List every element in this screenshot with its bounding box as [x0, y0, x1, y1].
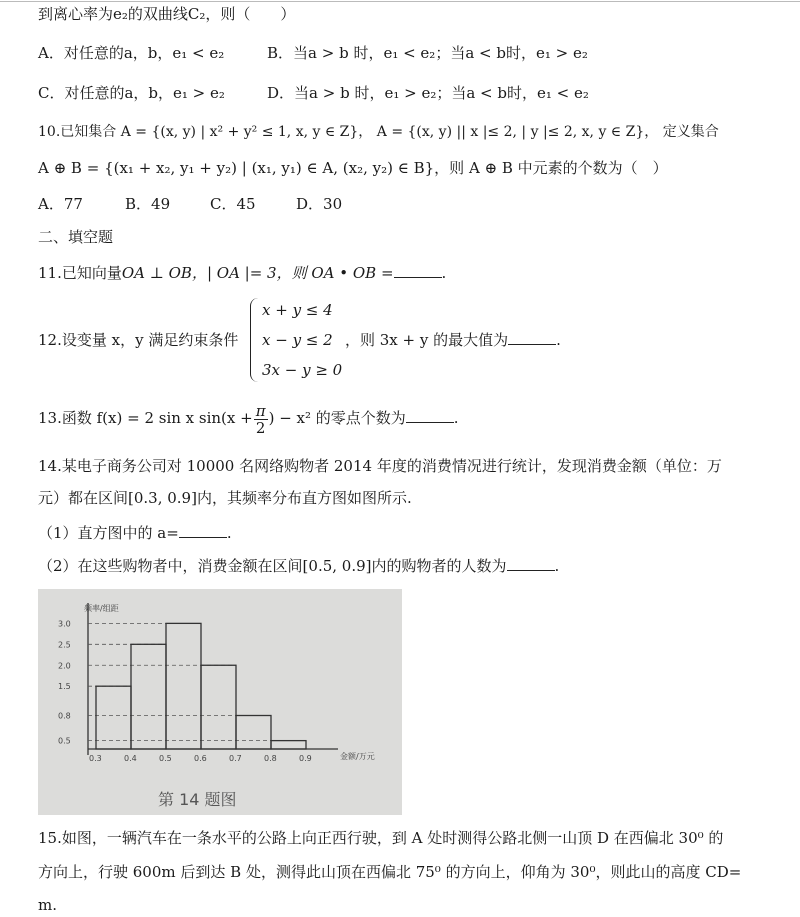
page-top-rule	[0, 1, 800, 2]
q12-tail	[345, 330, 561, 350]
section-heading-fill-in: 二、填空题	[38, 228, 114, 246]
histogram-x-tick-label: 0.4	[124, 754, 137, 763]
histogram-y-tick-label: 1.5	[58, 682, 71, 692]
q13-middle: ) − x² 的零点个数为	[268, 409, 406, 427]
histogram-y-tick-label: 2.5	[58, 640, 71, 650]
histogram-bar	[201, 665, 236, 749]
q9-option-c: C．对任意的a，b，e₁ > e₂	[38, 84, 225, 102]
q14-part-1	[38, 523, 232, 543]
q13-answer-blank	[406, 408, 454, 423]
q12-answer-blank	[508, 330, 556, 345]
q12-constraint-1: x + y ≤ 4	[262, 301, 333, 319]
histogram-x-tick-label: 0.9	[299, 754, 312, 763]
q13-frac-denominator: 2	[255, 418, 266, 437]
q12-suffix-b: .	[556, 331, 561, 349]
q14-part1-suffix: .	[226, 524, 232, 542]
histogram-figure	[38, 589, 402, 815]
q10-option-b: B．49	[125, 195, 171, 213]
q10-option-c: C．45	[210, 195, 256, 213]
q12-constraint-2: x − y ≤ 2	[262, 331, 333, 349]
histogram-y-tick-label: 2.0	[58, 661, 71, 671]
q15-line-1: 15.如图，一辆汽车在一条水平的公路上向正西行驶，到 A 处时测得公路北侧一山顶 D 在西偏北 30⁰ 的	[38, 829, 724, 847]
q9-stem-tail: 到离心率为e₂的双曲线C₂，则（ ）	[38, 5, 296, 23]
q13-suffix: .	[453, 409, 459, 427]
q11-answer-blank	[394, 263, 442, 278]
q10-option-a: A．77	[38, 195, 83, 213]
histogram-bar	[96, 686, 131, 749]
q10-line-1: 10.已知集合 A = {(x, y) | x² + y² ≤ 1, x, y ∈ Z}， A = {(x, y) || x |≤ 2, | y |≤ 2, x, y ∈ Z}， 定义集合	[38, 124, 719, 140]
q13-line	[38, 398, 459, 438]
q14-part2-blank	[507, 556, 555, 571]
q15-line-3: m.	[38, 896, 57, 914]
q11-prefix: 11.已知向量	[38, 264, 122, 282]
histogram-y-tick-label: 0.5	[58, 736, 71, 746]
histogram-bar	[271, 741, 306, 749]
histogram-x-tick-label: 0.7	[229, 754, 242, 763]
q11-math: OA ⊥ OB，| OA |= 3，则 OA • OB =	[121, 264, 394, 282]
histogram-bar	[166, 623, 201, 749]
q14-part2-prefix: （2）在这些购物者中，消费金额在区间[0.5, 0.9]内的购物者的人数为	[38, 557, 507, 575]
histogram-bar	[236, 716, 271, 750]
histogram-x-tick-label: 0.3	[89, 754, 102, 763]
q10-option-d: D．30	[296, 195, 343, 213]
q12-constraint-brace	[250, 298, 261, 382]
q15-line-2: 方向上，行驶 600m 后到达 B 处，测得此山顶在西偏北 75⁰ 的方向上，仰角为 30⁰，则此山的高度 CD=	[38, 863, 742, 881]
q11-suffix: .	[441, 264, 447, 282]
q10-line-2: A ⊕ B = {(x₁ + x₂, y₁ + y₂) | (x₁, y₁) ∈ A, (x₂, y₂) ∈ B}，则 A ⊕ B 中元素的个数为（ ）	[38, 159, 668, 177]
q14-line-2: 元）都在区间[0.3, 0.9]内，其频率分布直方图如图所示.	[38, 489, 412, 507]
q12-suffix-a: ，则 3x + y 的最大值为	[345, 331, 509, 349]
histogram-y-tick-label: 0.8	[58, 711, 71, 721]
q12-prefix: 12.设变量 x，y 满足约束条件	[38, 331, 239, 349]
q14-part-2	[38, 556, 559, 576]
q9-option-a: A．对任意的a，b，e₁ < e₂	[38, 44, 225, 62]
q9-option-d: D．当a > b 时，e₁ > e₂；当a < b时，e₁ < e₂	[267, 84, 589, 102]
q14-part1-blank	[179, 523, 227, 538]
histogram-x-tick-label: 0.6	[194, 754, 207, 763]
q12-constraint-3: 3x − y ≥ 0	[262, 361, 343, 379]
histogram-bar	[131, 644, 166, 749]
q13-frac-numerator: π	[255, 401, 266, 420]
q9-option-b: B．当a > b 时，e₁ < e₂；当a < b时，e₁ > e₂	[267, 44, 588, 62]
q14-line-1: 14.某电子商务公司对 10000 名网络购物者 2014 年度的消费情况进行统计，发现消费金额（单位：万	[38, 457, 722, 475]
histogram-x-label: 金额/万元	[340, 752, 375, 761]
q13-fraction	[254, 403, 268, 436]
histogram-y-tick-label: 3.0	[58, 619, 71, 629]
histogram-x-tick-label: 0.8	[264, 754, 277, 763]
histogram-y-label: 频率/组距	[84, 604, 119, 613]
histogram-x-tick-label: 0.5	[159, 754, 172, 763]
histogram-caption: 第 14 题图	[158, 790, 237, 809]
q13-prefix: 13.函数 f(x) = 2 sin x sin(x +	[38, 409, 253, 427]
q14-part2-suffix: .	[554, 557, 560, 575]
q11-line	[38, 263, 446, 283]
histogram-svg	[38, 589, 402, 815]
q14-part1-prefix: （1）直方图中的 a=	[38, 524, 179, 542]
